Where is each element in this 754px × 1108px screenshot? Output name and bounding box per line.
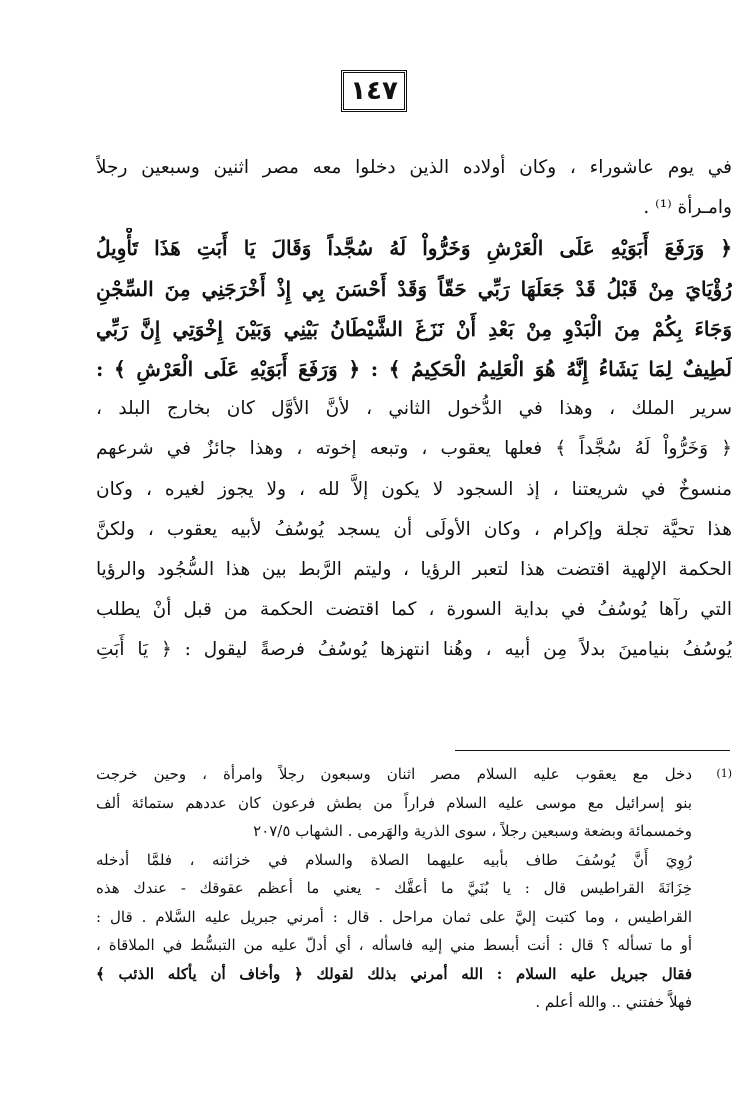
text-line: هذا تحيَّة تجلة وإكرام ، وكان الأولَى أن يسجد يُوسُفُ لأبيه يعقوب ، ولكنَّ <box>96 518 732 540</box>
footnotes <box>96 760 732 1017</box>
footnote-separator <box>455 750 730 751</box>
text-line: منسوخٌ في شريعتنا ، إذ السجود لا يكون إلاَّ لله ، ولا يجوز لغيره ، وكان <box>96 478 732 500</box>
text-line: سرير الملك ، وهذا في الدُّخول الثاني ، لأنَّ الأوَّل كان بخارج البلد ، <box>96 398 732 420</box>
footnote-line: رُوِيَ أَنَّ يُوسُفَ طاف بأبيه عليهما الصلاة والسلام في خزائنه ، فلمَّا أدخله <box>96 850 692 869</box>
footnote-line: دخل مع يعقوب عليه السلام مصر اثنان وسبعون رجلاً وامرأة ، وحين خرجت <box>96 765 692 783</box>
footnote-line: أو ما تسأله ؟ قال : أنت أبسط مني إليه فاسأله ، أي أدلّ عليه من التبسُّط في الملاقاة ، <box>96 936 692 954</box>
footnote-line: بنو إسرائيل مع موسى عليه السلام فراراً من بطش فرعون كان عددهم ستمائة ألف <box>96 793 692 812</box>
footnote-line: فقال جبريل عليه السلام : الله أمرني بذلك لقولك ﴿ وأخاف أن يأكله الذئب ﴾ <box>96 964 692 983</box>
text-line: التي رآها يُوسُفُ في بداية السورة ، كما اقتضت الحكمة من قبل أنْ يطلب <box>96 599 732 621</box>
footnote-line: وخمسمائة وبضعة وسبعين رجلاً ، سوى الذرية والهَرمى . الشهاب ٢٠٧/٥ <box>253 822 692 840</box>
quran-verse-line: لَطِيفٌ لِمَا يَشَاءُ إِنَّهُ هُوَ الْعَلِيمُ الْحَكِيمُ ﴾ : ﴿ وَرَفَعَ أَبَوَيْهِ عَلَى الْعَرْشِ ﴾ : <box>96 357 732 382</box>
text-line: الحكمة الإلهية اقتضت هذا لتعبر الرؤيا ، وليتم الرَّبط بين هذا السُّجُود والرؤيا <box>96 559 732 581</box>
text-line: في يوم عاشوراء ، وكان أولاده الذين دخلوا معه مصر اثنين وسبعين رجلاً <box>96 157 732 178</box>
footnote-marker: (1) <box>716 767 732 780</box>
main-text <box>96 148 732 671</box>
footnote-line: فهلاَّ خفتني .. والله أعلم . <box>535 993 692 1011</box>
footnote-line: القراطيس ، وما كتبت إليَّ على ثمان مراحل . قال : أمرني جبريل عليه السَّلام . قال : <box>96 907 692 926</box>
text-line: وامـرأة ⁽¹⁾ . <box>643 197 732 219</box>
quran-verse-line: رُؤْيَايَ مِنْ قَبْلُ قَدْ جَعَلَهَا رَبِّي حَقّاً وَقَدْ أَحْسَنَ بِي إِذْ أَخْرَجَنِي مِنَ السِّجْنِ <box>96 276 732 301</box>
text-line: ﴿ وَخَرُّواْ لَهُ سُجَّداً ﴾ فعلها يعقوب ، وتبعه إخوته ، وهذا جائزٌ في شرعهم <box>96 438 732 460</box>
page-number: ١٤٧ <box>341 70 407 112</box>
text-line: يُوسُفُ بنيامينَ بدلاً مِن أبيه ، وهُنا انتهزها يُوسُفُ فرصةً ليقول : ﴿ يَا أَبَتِ <box>96 639 732 661</box>
footnote-line: خِزَانَةَ القراطيس قال : يا بُنَيَّ ما أعقَّك - يعني ما أعظم عقوقك - عندك هذه <box>96 879 692 897</box>
quran-verse-line: ﴿ وَرَفَعَ أَبَوَيْهِ عَلَى الْعَرْشِ وَخَرُّواْ لَهُ سُجَّداً وَقَالَ يَا أَبَتِ هَذَا تَأْوِيلُ <box>96 236 732 261</box>
quran-verse-line: وَجَاءَ بِكُمْ مِنَ الْبَدْوِ مِنْ بَعْدِ أَنْ نَزَغَ الشَّيْطَانُ بَيْنِي وَبَيْنَ إِخْوَتِي إِنَّ رَبِّي <box>96 316 732 341</box>
